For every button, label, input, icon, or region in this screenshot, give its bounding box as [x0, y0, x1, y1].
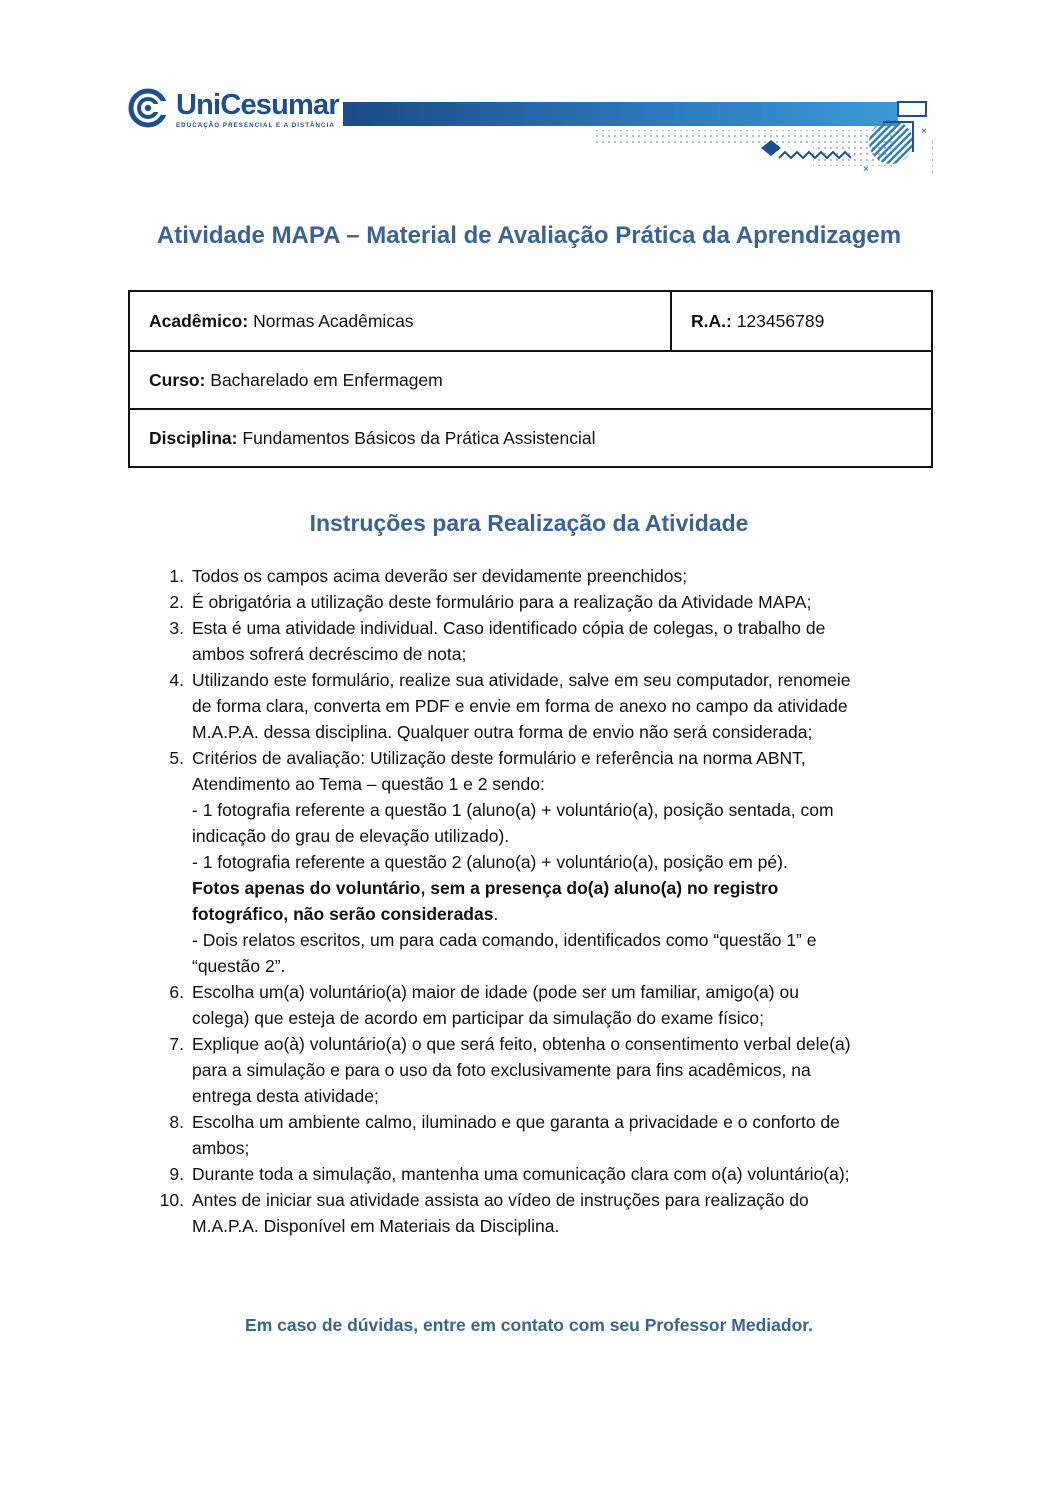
instruction-number: 8. [169, 1112, 184, 1132]
instruction-item [169, 979, 937, 1031]
unicesumar-logo-icon [128, 88, 172, 128]
instruction-text-line: - Dois relatos escritos, um para cada comando, identificados como “questão 1” e [192, 930, 817, 950]
instruction-text-line: Escolha um(a) voluntário(a) maior de idade (pode ser um familiar, amigo(a) ou [192, 982, 799, 1002]
instruction-text-line: indicação do grau de elevação utilizado). [192, 826, 510, 846]
instruction-text-line: entrega desta atividade; [192, 1086, 379, 1106]
instruction-number: 10. [159, 1190, 184, 1210]
ra-cell [671, 291, 932, 351]
instruction-text-line: ambos sofrerá decréscimo de nota; [192, 644, 467, 664]
instruction-item [169, 1031, 937, 1109]
instruction-number: 3. [169, 618, 184, 638]
instruction-number: 1. [169, 566, 184, 586]
instruction-number: 5. [169, 748, 184, 768]
instruction-text-line: É obrigatória a utilização deste formulário para a realização da Atividade MAPA; [192, 592, 812, 612]
instruction-number: 6. [169, 982, 184, 1002]
academico-cell [129, 291, 671, 351]
contact-footer: Em caso de dúvidas, entre em contato com seu Professor Mediador. [245, 1315, 813, 1335]
instruction-item [169, 1161, 937, 1187]
instruction-text-line: Todos os campos acima deverão ser devidamente preenchidos; [192, 566, 688, 586]
academico-value: Normas Acadêmicas [253, 310, 414, 331]
instruction-item [169, 615, 937, 667]
ra-label: R.A.: [691, 310, 732, 331]
instruction-text-line: - 1 fotografia referente a questão 1 (aluno(a) + voluntário(a), posição sentada, com [192, 800, 834, 820]
instruction-text-line: colega) que esteja de acordo em participar da simulação do exame físico; [192, 1008, 764, 1028]
instruction-item [169, 589, 937, 615]
instruction-item [159, 1187, 937, 1239]
instruction-text-line: M.A.P.A. dessa disciplina. Qualquer outra forma de envio não será considerada; [192, 722, 813, 742]
curso-value: Bacharelado em Enfermagem [210, 369, 443, 390]
instruction-text-line: - 1 fotografia referente a questão 2 (aluno(a) + voluntário(a), posição em pé). [192, 852, 788, 872]
instruction-bold-suffix: . [493, 904, 499, 924]
instruction-text-line: ambos; [192, 1138, 250, 1158]
logo-tagline: EDUCAÇÃO PRESENCIAL E A DISTÂNCIA [176, 122, 335, 129]
svg-text:×: × [863, 164, 869, 175]
svg-text:×: × [921, 126, 927, 137]
instruction-number: 2. [169, 592, 184, 612]
document-title: Atividade MAPA – Material de Avaliação Prática da Aprendizagem [156, 222, 902, 249]
instruction-text-line: Esta é uma atividade individual. Caso identificado cópia de colegas, o trabalho de [192, 618, 826, 638]
header-banner-decoration [343, 98, 943, 178]
disciplina-cell [129, 409, 932, 467]
instruction-text-line: Utilizando este formulário, realize sua atividade, salve em seu computador, renomeie [192, 670, 851, 690]
unicesumar-logo [128, 88, 343, 132]
curso-label: Curso: [149, 369, 206, 390]
student-info-table [128, 290, 933, 468]
ra-value: 123456789 [736, 310, 825, 331]
instruction-number: 7. [169, 1034, 184, 1054]
instruction-item [169, 563, 937, 589]
instruction-item [169, 1109, 937, 1161]
instruction-bold-line: fotográfico, não serão consideradas. [192, 904, 499, 924]
document-header [0, 0, 1058, 185]
instruction-text-line: Escolha um ambiente calmo, iluminado e que garanta a privacidade e o conforto de [192, 1112, 840, 1132]
instruction-text-line: Durante toda a simulação, mantenha uma comunicação clara com o(a) voluntário(a); [192, 1164, 850, 1184]
curso-cell [129, 351, 932, 409]
instruction-text-line: “questão 2”. [192, 956, 286, 976]
instruction-bold-line: Fotos apenas do voluntário, sem a presença do(a) aluno(a) no registro [192, 878, 779, 898]
instructions-list [159, 563, 937, 1239]
instruction-text-line: Critérios de avaliação: Utilização deste formulário e referência na norma ABNT, [192, 748, 806, 768]
instruction-text-line: M.A.P.A. Disponível em Materiais da Disciplina. [192, 1216, 560, 1236]
disciplina-label: Disciplina: [149, 427, 238, 448]
instruction-text-line: Atendimento ao Tema – questão 1 e 2 sendo: [192, 774, 545, 794]
instruction-text-line: de forma clara, converta em PDF e envie em forma de anexo no campo da atividade [192, 696, 848, 716]
disciplina-value: Fundamentos Básicos da Prática Assistencial [242, 427, 596, 448]
instruction-number: 9. [169, 1164, 184, 1184]
instruction-number: 4. [169, 670, 184, 690]
instruction-text-line: Antes de iniciar sua atividade assista ao vídeo de instruções para realização do [192, 1190, 809, 1210]
instructions-heading: Instruções para Realização da Atividade [309, 510, 749, 536]
instruction-text-line: Explique ao(à) voluntário(a) o que será feito, obtenha o consentimento verbal dele(a) [192, 1034, 851, 1054]
academico-label: Acadêmico: [149, 310, 249, 331]
logo-wordmark: UniCesumar [176, 89, 339, 121]
instruction-item [169, 667, 937, 745]
instruction-text-line: para a simulação e para o uso da foto exclusivamente para fins acadêmicos, na [192, 1060, 811, 1080]
instruction-item [169, 745, 937, 979]
